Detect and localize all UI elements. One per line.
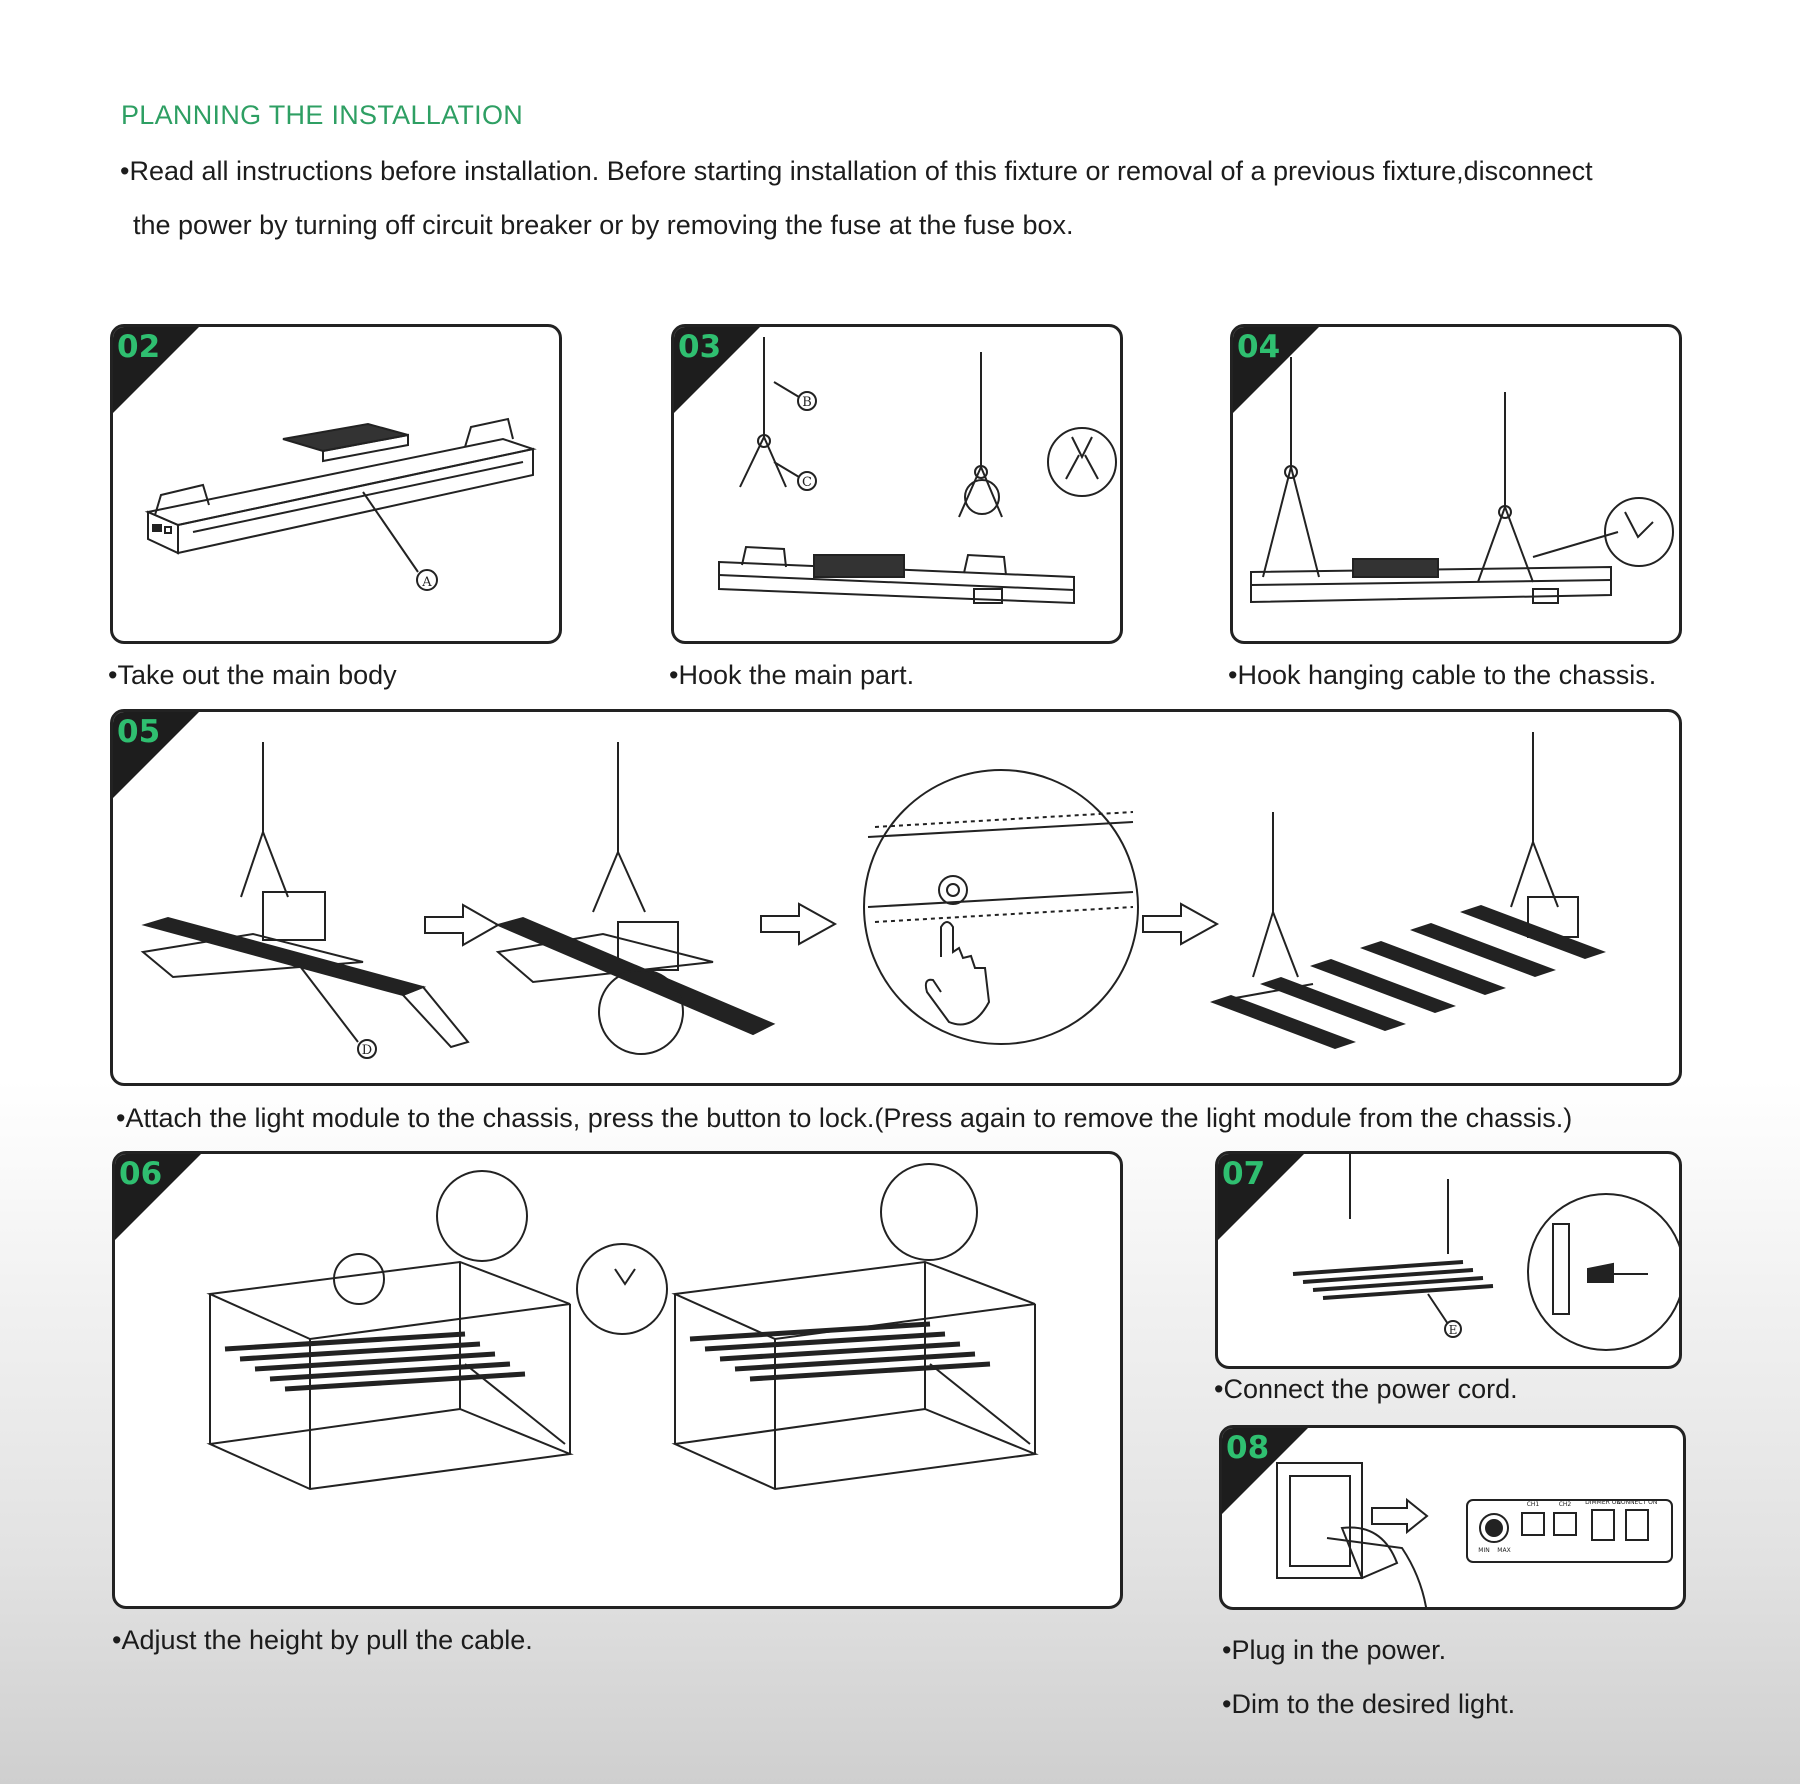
label-C: C [802,475,812,490]
step-06-panel [112,1151,1123,1609]
step-04-number: 04 [1237,329,1281,365]
step-05-panel [110,709,1682,1086]
step-06-number: 06 [119,1156,163,1192]
step-07-number: 07 [1222,1156,1266,1192]
step-08-number: 08 [1226,1430,1270,1466]
step-04-caption: •Hook hanging cable to the chassis. [1228,660,1657,690]
step-05-illustration [113,712,1682,1086]
label-dimmer-on: DIMMER ON [1585,1499,1621,1506]
step-05-number: 05 [117,714,161,750]
label-D: D [361,1043,373,1058]
step-03-panel [671,324,1123,644]
label-max: MAX [1497,1547,1511,1554]
step-08-panel [1219,1425,1686,1610]
label-connect-on: CONNECT ON [1616,1499,1658,1506]
step-07-panel [1215,1151,1682,1369]
label-A: A [422,575,432,590]
step-02-panel [110,324,562,644]
label-B: B [802,395,812,410]
intro-line-2: the power by turning off circuit breaker or by removing the fuse at the fuse box. [133,210,1074,240]
step-06-illustration [115,1154,1123,1609]
label-E: E [1448,1323,1458,1337]
step-03-caption: •Hook the main part. [669,660,915,690]
step-08-caption-2: •Dim to the desired light. [1222,1689,1516,1719]
step-08-caption-1: •Plug in the power. [1222,1635,1447,1665]
label-min: MIN [1478,1547,1490,1554]
step-05-caption: •Attach the light module to the chassis, press the button to lock.(Press again to remove the light module from the chassis.) [116,1103,1573,1133]
step-06-caption: •Adjust the height by pull the cable. [112,1625,533,1655]
step-04-panel [1230,324,1682,644]
step-02-caption: •Take out the main body [108,660,397,690]
step-03-number: 03 [678,329,722,365]
step-02-number: 02 [117,329,161,365]
step-07-caption: •Connect the power cord. [1214,1374,1518,1404]
label-ch1: CH1 [1526,1501,1540,1508]
page-heading: PLANNING THE INSTALLATION [121,100,524,130]
intro-line-1: •Read all instructions before installation. Before starting installation of this fixture or removal of a previous fixture,disconnect [120,156,1593,186]
label-ch2: CH2 [1558,1501,1572,1508]
